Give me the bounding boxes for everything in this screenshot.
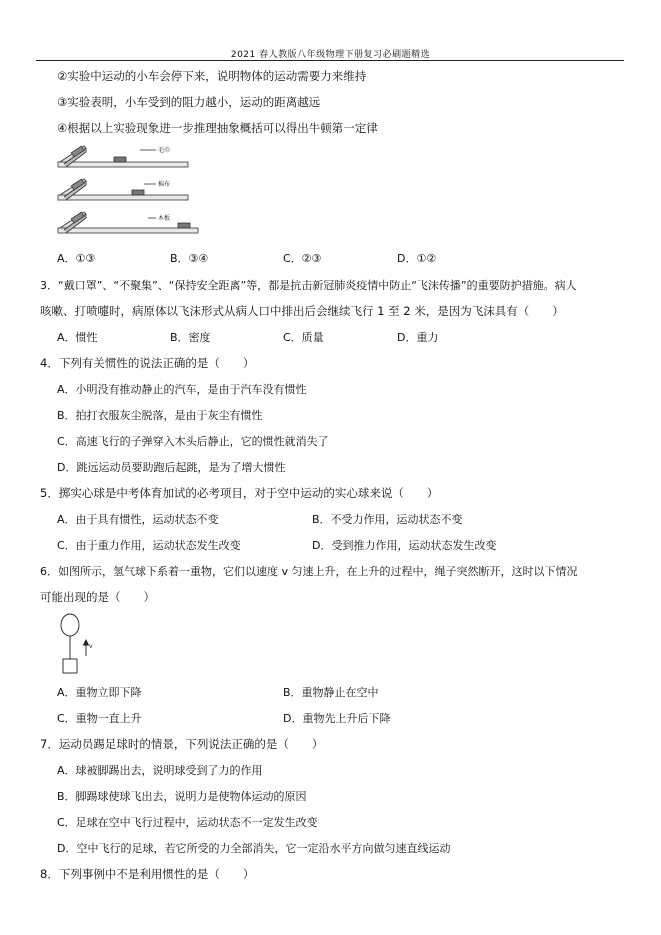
q7-option-b: B．脚踢球使球飞出去，说明力是使物体运动的原因 [57,790,307,803]
q2-incline-figure [56,140,206,240]
q4-stem: 4．下列有关惯性的说法正确的是（ ） [40,356,255,370]
q2-statement-4: ④根据以上实验现象进一步推理抽象概括可以得出牛顿第一定律 [57,121,378,135]
q6-stem-line1: 6．如图所示，氢气球下系着一重物，它们以速度 v 匀速上升，在上升的过程中，绳子突然断开，这时以下情况 [40,565,578,578]
q3-stem-line2: 咳嗽、打喷嚏时，病原体以飞沫形式从病人口中排出后会继续飞行 1 至 2 米，是因为飞沫具有（ ） [40,304,564,318]
q2-option-c: C．②③ [283,252,322,265]
q2-statement-2: ②实验中运动的小车会停下来，说明物体的运动需要力来维持 [57,69,367,83]
surface-label-towel: 毛巾 [158,147,171,154]
q3-option-a: A．惯性 [57,331,98,344]
q5-option-a: A．由于具有惯性，运动状态不变 [57,513,219,526]
q5-option-d: D．受到推力作用，运动状态发生改变 [312,539,497,552]
header-rule [36,60,624,61]
q7-option-d: D．空中飞行的足球，若它所受的力全部消失，它一定沿水平方向做匀速直线运动 [57,842,451,855]
q4-option-a: A．小明没有推动静止的汽车，是由于汽车没有惯性 [57,383,307,396]
q4-option-c: C．高速飞行的子弹穿入木头后静止，它的惯性就消失了 [57,435,329,448]
q3-stem-line1: 3．“戴口罩”、“不聚集”、“保持安全距离”等，都是抗击新冠肺炎疫情中防止“飞沫传播”的重要防护措施。病人 [40,279,577,292]
q6-option-a: A．重物立即下降 [57,686,142,699]
surface-label-wood: 木板 [158,215,171,222]
q3-option-c: C．质量 [283,331,324,344]
balloon-shape [61,614,79,636]
q5-option-c: C．由于重力作用，运动状态发生改变 [57,539,241,552]
q6-stem-line2: 可能出现的是（ ） [40,590,155,604]
q7-option-c: C．足球在空中飞行过程中，运动状态不一定发生改变 [57,816,318,829]
q8-stem: 8．下列事例中不是利用惯性的是（ ） [40,867,255,881]
q6-option-d: D．重物先上升后下降 [283,712,391,725]
weight-block [63,659,77,673]
q6-option-c: C．重物一直上升 [57,712,142,725]
ramp-cotton [58,179,188,200]
ramp-towel [58,146,188,167]
q4-option-d: D．跳远运动员要助跑后起跳，是为了增大惯性 [57,461,286,474]
q3-option-d: D．重力 [397,331,439,344]
surface-label-cotton: 棉布 [158,181,171,188]
q5-stem: 5．掷实心球是中考体育加试的必考项目，对于空中运动的实心球来说（ ） [40,486,439,500]
q2-option-a: A．①③ [57,252,96,265]
ramp-wood [58,212,198,233]
q7-stem: 7．运动员踢足球时的情景，下列说法正确的是（ ） [40,737,324,751]
q3-option-b: B．密度 [170,331,211,344]
q2-option-b: B．③④ [170,252,209,265]
q6-option-b: B．重物静止在空中 [283,686,379,699]
q6-balloon-figure [50,612,100,674]
q5-option-b: B．不受力作用，运动状态不变 [312,513,463,526]
page-header: 2021 春人教版八年级物理下册复习必刷题精选 [230,50,431,60]
q2-statement-3: ③实验表明，小车受到的阻力越小，运动的距离越远 [57,95,321,109]
q7-option-a: A．球被脚踢出去，说明球受到了力的作用 [57,764,263,777]
q4-option-b: B．拍打衣服灰尘脱落，是由于灰尘有惯性 [57,409,263,422]
q2-option-d: D．①② [397,252,437,265]
velocity-label: v [89,643,93,650]
